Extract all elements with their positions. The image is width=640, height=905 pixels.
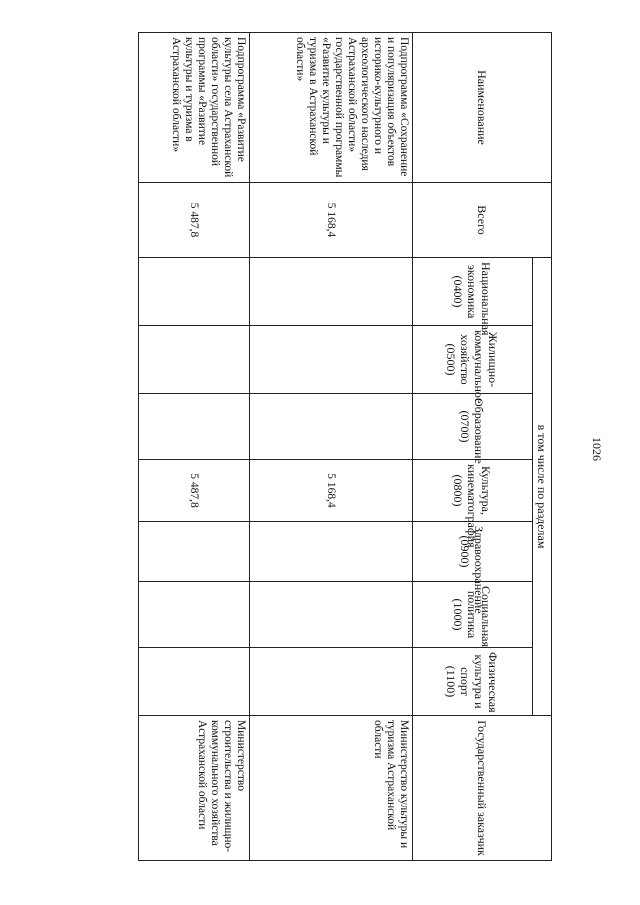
row-section-value <box>249 326 412 394</box>
table-row <box>139 33 250 861</box>
header-total: Всего <box>413 183 552 258</box>
page-number: 1026 <box>590 437 604 461</box>
row-total: 5 168,4 <box>249 183 412 258</box>
row-name: Подпрограмма «Сохранение и популяризация объектов историко-культурного и археологического наследия Астраханской области» государственной программы «Развитие культуры и туризма в Астраханской области» <box>249 33 412 183</box>
row-section-value <box>139 522 250 582</box>
budget-table <box>138 32 552 861</box>
row-section-value <box>249 258 412 326</box>
header-by-sections: в том числе по разделам <box>533 258 552 716</box>
header-name: Наименование <box>413 33 552 183</box>
header-section-1000: Социальная политика (1000) <box>413 582 533 648</box>
header-section-0800: Культура, кинематография (0800) <box>413 460 533 522</box>
header-section-0900: Здравоохранение (0900) <box>413 522 533 582</box>
table-row <box>249 33 412 861</box>
row-section-value: 5 168,4 <box>249 460 412 522</box>
row-section-value <box>249 522 412 582</box>
row-customer: Министерство культуры и туризма Астраханской области <box>249 716 412 861</box>
row-section-value <box>139 582 250 648</box>
row-name: Подпрограмма «Развитие культуры села Астраханской области» государственной программы «Развитие культуры и туризма в Астраханской области» <box>139 33 250 183</box>
header-section-0700: Образование (0700) <box>413 394 533 460</box>
row-total: 5 487,8 <box>139 183 250 258</box>
row-section-value <box>139 394 250 460</box>
rotated-table-wrapper <box>138 32 552 860</box>
row-section-value <box>139 648 250 716</box>
header-section-0500: Жилищно-коммунальное хозяйство (0500) <box>413 326 533 394</box>
header-customer: Государственный заказчик <box>413 716 552 861</box>
row-section-value <box>139 258 250 326</box>
row-customer: Министерство строительства и жилищно-коммунального хозяйства Астраханской области <box>139 716 250 861</box>
row-section-value <box>249 648 412 716</box>
header-section-0400: Национальная экономика (0400) <box>413 258 533 326</box>
row-section-value <box>249 394 412 460</box>
row-section-value <box>139 326 250 394</box>
row-section-value <box>249 582 412 648</box>
header-section-1100: Физическая культура и спорт (1100) <box>413 648 533 716</box>
row-section-value: 5 487,8 <box>139 460 250 522</box>
